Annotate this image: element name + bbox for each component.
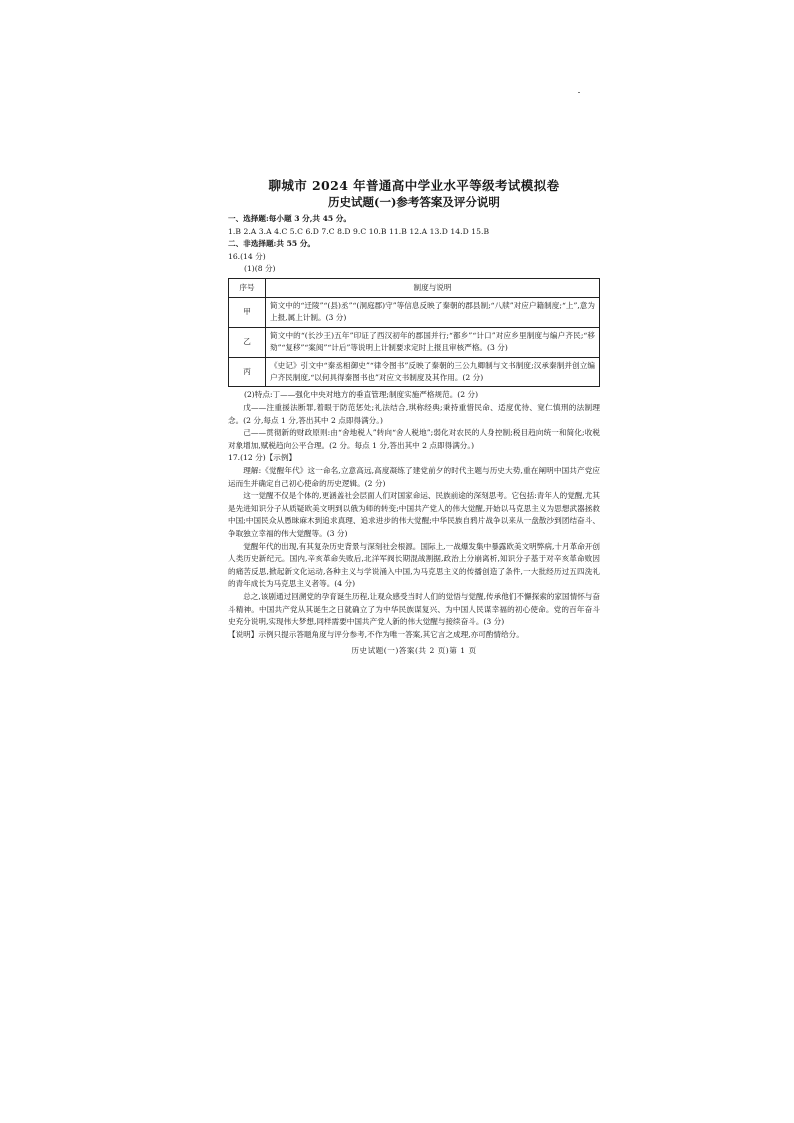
q17-paragraph: 总之,该剧通过回溯党的孕育诞生历程,让观众感受当时人们的觉悟与觉醒,传承他们不懈探索的家国情怀与奋斗精神。中国共产党从其诞生之日就确立了为中华民族谋复兴、为中国人民谋幸福的初心使命。党的百年奋斗史充分说明,实现伟大梦想,同样需要中国共产党人新的伟大觉醒与接续奋斗。(3 分): [228, 591, 600, 627]
q17-heading: 17.(12 分)【示例】: [228, 453, 297, 463]
q17-paragraph: 这一觉醒不仅是个体的,更涵盖社会层面人们对国家命运、民族前途的深刻思考。它包括:青年人的觉醒,尤其是先进知识分子从质疑欧美文明到以俄为师的转变;中国共产党人的伟大觉醒,开始以马克思主义为思想武器拯救中国;中国民众从愚昧麻木到追求真理、追求进步的伟大觉醒;中华民族自鸦片战争以来从一盘散沙到团结奋斗、争取独立幸福的伟大觉醒等。(3 分): [228, 491, 600, 538]
table-header-desc: 制度与说明: [266, 278, 600, 297]
table-row: [229, 357, 600, 387]
q16-part2-b: 戊——注重援法断罪,着眼于防范惩处;礼法结合,琪称经典;秉持重惜民命、适度优待、宽仁慎刑的法制理念。(2 分,每点 1 分,答出其中 2 点即得满分。): [228, 403, 600, 425]
table-header-row: [229, 278, 600, 297]
table-cell-num: 甲: [229, 297, 266, 327]
section2-heading: 二、非选择题:共 55 分。: [228, 239, 316, 249]
table-cell-desc: 简文中的“(长沙王)五年”印证了西汉初年的郡国并行;“都乡”“计口”对应乡里制度与编户齐民;“移劾”“复移”“案阅”“计后”等说明上计制要求定时上报且审核严格。(3 分): [266, 327, 600, 357]
q17-paragraph: 觉醒年代的出现,有其复杂历史背景与深刻社会根源。国际上,一战爆发集中暴露欧美文明弊病,十月革命开创人类历史新纪元。国内,辛亥革命失败后,北洋军阀长期混战割据,政治上分崩离析,知识分子基于对辛亥革命败因的痛苦反思,掀起新文化运动,各种主义与学说涌入中国,为马克思主义的传播创造了条件,一大批经历过五四洗礼的青年成长为马克思主义者等。(4 分): [228, 541, 600, 589]
q16-part2-a: (2)特点:丁——强化中央对地方的垂直管理;制度实施严格规范。(2 分): [244, 390, 479, 400]
section1-heading: 一、选择题:每小题 3 分,共 45 分。: [228, 214, 351, 223]
answer-sheet: [228, 178, 600, 658]
q17-paragraph: 理解:《觉醒年代》这一命名,立意高远,高度凝练了建党前夕的时代主题与历史大势,重在阐明中国共产党应运而生并确定自己初心使命的历史逻辑。(2 分): [228, 465, 600, 488]
table-row: [229, 297, 600, 327]
q16-heading: 16.(14 分): [228, 251, 266, 261]
table-header-num: 序号: [229, 278, 266, 297]
table-cell-num: 乙: [229, 327, 266, 357]
page-footer: 历史试题(一)答案(共 2 页)第 1 页: [351, 646, 477, 656]
grading-note: 【说明】示例只提示答题角度与评分参考,不作为唯一答案,其它言之成理,亦可酌情给分。: [228, 629, 524, 639]
doc-subtitle: 历史试题(一)参考答案及评分说明: [328, 195, 500, 209]
choice-answers: 1.B 2.A 3.A 4.C 5.C 6.D 7.C 8.D 9.C 10.B 11.B 12.A 13.D 14.D 15.B: [228, 226, 490, 236]
table-cell-desc: 《史记》引文中“秦丞相御史”“律令图书”反映了秦朝的三公九卿制与文书制度;汉承秦制并创立编户齐民制度,“以何具得秦图书也”对应文书制度及其作用。(2 分): [266, 357, 600, 387]
q16-part1: (1)(8 分): [244, 264, 276, 274]
speck: [578, 92, 580, 93]
doc-title: 聊城市 2024 年普通高中学业水平等级考试模拟卷: [268, 178, 560, 193]
table-cell-desc: 简文中的“迁陵”“(县)丞”“(洞庭郡)守”等信息反映了秦朝的郡县制;“八牍”对应户籍制度;“上”,意为上报,属上计制。(3 分): [266, 297, 600, 327]
table-cell-num: 丙: [229, 357, 266, 387]
q16-part2-c: 己——贯彻新的财政原则:由“舍地税人”转向“舍人税地”;弱化对农民的人身控制;税目趋向统一和简化;收税对象增加,赋税趋向公平合理。(2 分。每点 1 分,答出其中 2 点即得满分。): [228, 428, 600, 450]
table-row: [229, 327, 600, 357]
answer-table: [228, 278, 600, 387]
